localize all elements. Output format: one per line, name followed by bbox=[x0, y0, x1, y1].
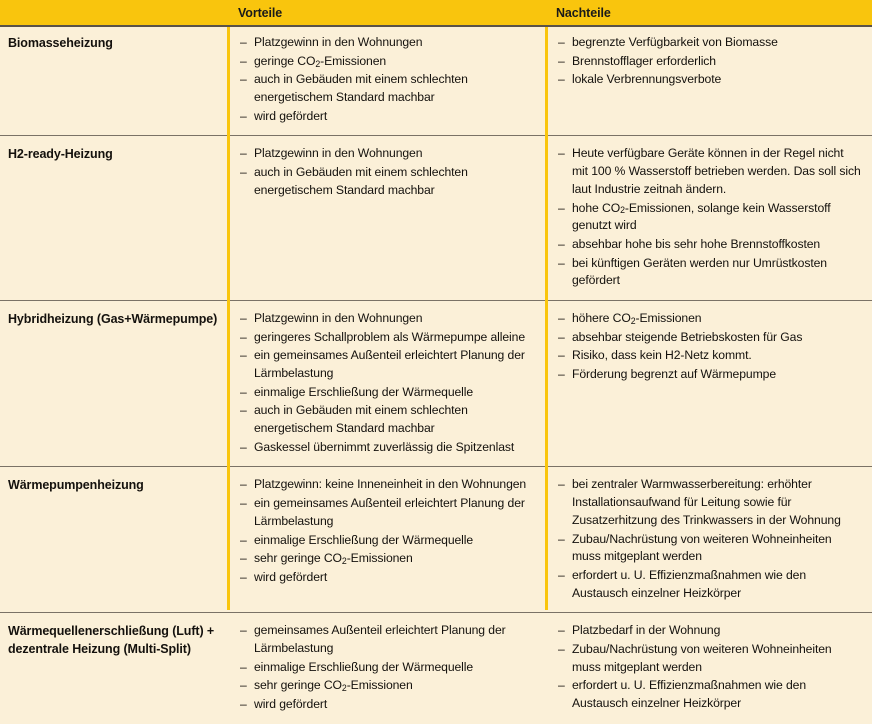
pros-list bbox=[240, 34, 538, 125]
column-divider-second bbox=[545, 0, 548, 610]
row-system-label: Hybridheizung (Gas+Wärmepumpe) bbox=[8, 311, 218, 326]
list-item: – Platzgewinn in den Wohnungen bbox=[240, 145, 538, 163]
list-item: – Platzgewinn in den Wohnungen bbox=[240, 34, 538, 52]
list-item: – höhere $CO_2$-Emissionen bbox=[558, 310, 862, 328]
list-item: – Zubau/Nachrüstung von weiteren Wohneinheiten muss mitgeplant werden bbox=[558, 531, 862, 566]
header-cell-pros bbox=[228, 0, 546, 25]
list-item: – gemeinsames Außenteil erleichtert Planung der Lärmbelastung bbox=[240, 622, 538, 657]
list-item: – einmalige Erschließung der Wärmequelle bbox=[240, 659, 538, 677]
list-item: – sehr geringe $CO_2$-Emissionen bbox=[240, 550, 538, 568]
list-item: – Platzgewinn: keine Inneneinheit in den Wohnungen bbox=[240, 476, 538, 494]
list-item: – Heute verfügbare Geräte können in der Regel nicht mit 100 % Wasserstoff betrieben werden. Das soll sich laut Industrie zeitnah ändern. bbox=[558, 145, 862, 198]
table-row bbox=[0, 25, 872, 136]
header-bottom-rule bbox=[0, 25, 872, 27]
table-row bbox=[0, 301, 872, 468]
table-row bbox=[0, 613, 872, 723]
row-cons-cell bbox=[546, 25, 872, 135]
cons-list bbox=[558, 310, 862, 384]
list-item: – auch in Gebäuden mit einem schlechten energetischem Standard machbar bbox=[240, 164, 538, 199]
cons-list bbox=[558, 34, 862, 89]
header-cell-system bbox=[0, 0, 228, 25]
header-cell-cons bbox=[546, 0, 872, 25]
row-pros-cell bbox=[228, 136, 546, 300]
list-item: – hohe $CO_2$-Emissionen, solange kein Wasserstoff genutzt wird bbox=[558, 200, 862, 235]
column-divider-first bbox=[227, 0, 230, 610]
list-item: – geringe $CO_2$-Emissionen bbox=[240, 53, 538, 71]
row-pros-cell bbox=[228, 25, 546, 135]
list-item: – wird gefördert bbox=[240, 108, 538, 126]
list-item: – erfordert u. U. Effizienzmaßnahmen wie den Austausch einzelner Heizkörper bbox=[558, 677, 862, 712]
list-item: – einmalige Erschließung der Wärmequelle bbox=[240, 532, 538, 550]
list-item: – begrenzte Verfügbarkeit von Biomasse bbox=[558, 34, 862, 52]
list-item: – ein gemeinsames Außenteil erleichtert Planung der Lärmbelastung bbox=[240, 347, 538, 382]
table-header-row bbox=[0, 0, 872, 25]
header-label-pros: Vorteile bbox=[238, 5, 283, 20]
cons-list bbox=[558, 476, 862, 602]
row-system-label: Wärmequellenerschließung (Luft) + dezentrale Heizung (Multi-Split) bbox=[8, 624, 215, 657]
list-item: – Risiko, dass kein H2-Netz kommt. bbox=[558, 347, 862, 365]
row-pros-cell bbox=[228, 613, 546, 723]
list-item: – bei künftigen Geräten werden nur Umrüstkosten gefördert bbox=[558, 255, 862, 290]
header-label-cons: Nachteile bbox=[556, 5, 611, 20]
row-pros-cell bbox=[228, 301, 546, 467]
row-cons-cell bbox=[546, 613, 872, 723]
list-item: – Förderung begrenzt auf Wärmepumpe bbox=[558, 366, 862, 384]
list-item: – einmalige Erschließung der Wärmequelle bbox=[240, 384, 538, 402]
row-pros-cell bbox=[228, 467, 546, 612]
row-system-label: Wärmepumpenheizung bbox=[8, 478, 144, 493]
pros-list bbox=[240, 622, 538, 713]
list-item: – sehr geringe $CO_2$-Emissionen bbox=[240, 677, 538, 695]
list-item: – wird gefördert bbox=[240, 696, 538, 714]
pros-list bbox=[240, 476, 538, 586]
row-cons-cell bbox=[546, 301, 872, 467]
cons-list bbox=[558, 622, 862, 712]
row-cons-cell bbox=[546, 136, 872, 300]
list-item: – geringeres Schallproblem als Wärmepumpe alleine bbox=[240, 329, 538, 347]
list-item: – Platzgewinn in den Wohnungen bbox=[240, 310, 538, 328]
list-item: – absehbar steigende Betriebskosten für Gas bbox=[558, 329, 862, 347]
row-system-label: H2-ready-Heizung bbox=[8, 147, 113, 162]
table-row bbox=[0, 467, 872, 613]
list-item: – Gaskessel übernimmt zuverlässig die Spitzenlast bbox=[240, 439, 538, 457]
list-item: – erfordert u. U. Effizienzmaßnahmen wie den Austausch einzelner Heizkörper bbox=[558, 567, 862, 602]
pros-list bbox=[240, 310, 538, 457]
list-item: – auch in Gebäuden mit einem schlechten energetischem Standard machbar bbox=[240, 71, 538, 106]
table-body bbox=[0, 25, 872, 724]
list-item: – Zubau/Nachrüstung von weiteren Wohneinheiten muss mitgeplant werden bbox=[558, 641, 862, 676]
table-row bbox=[0, 136, 872, 301]
row-system-label: Biomasseheizung bbox=[8, 36, 113, 50]
list-item: – absehbar hohe bis sehr hohe Brennstoffkosten bbox=[558, 236, 862, 254]
row-cons-cell bbox=[546, 467, 872, 612]
list-item: – ein gemeinsames Außenteil erleichtert Planung der Lärmbelastung bbox=[240, 495, 538, 530]
list-item: – lokale Verbrennungsverbote bbox=[558, 71, 862, 89]
list-item: – Platzbedarf in der Wohnung bbox=[558, 622, 862, 640]
list-item: – wird gefördert bbox=[240, 569, 538, 587]
list-item: – Brennstofflager erforderlich bbox=[558, 53, 862, 71]
cons-list bbox=[558, 145, 862, 290]
pros-list bbox=[240, 145, 538, 199]
list-item: – auch in Gebäuden mit einem schlechten energetischem Standard machbar bbox=[240, 402, 538, 437]
list-item: – bei zentraler Warmwasserbereitung: erhöhter Installationsaufwand für Leitung sowie für Zusatzerhitzung des Trinkwassers in der Wohnung bbox=[558, 476, 862, 529]
